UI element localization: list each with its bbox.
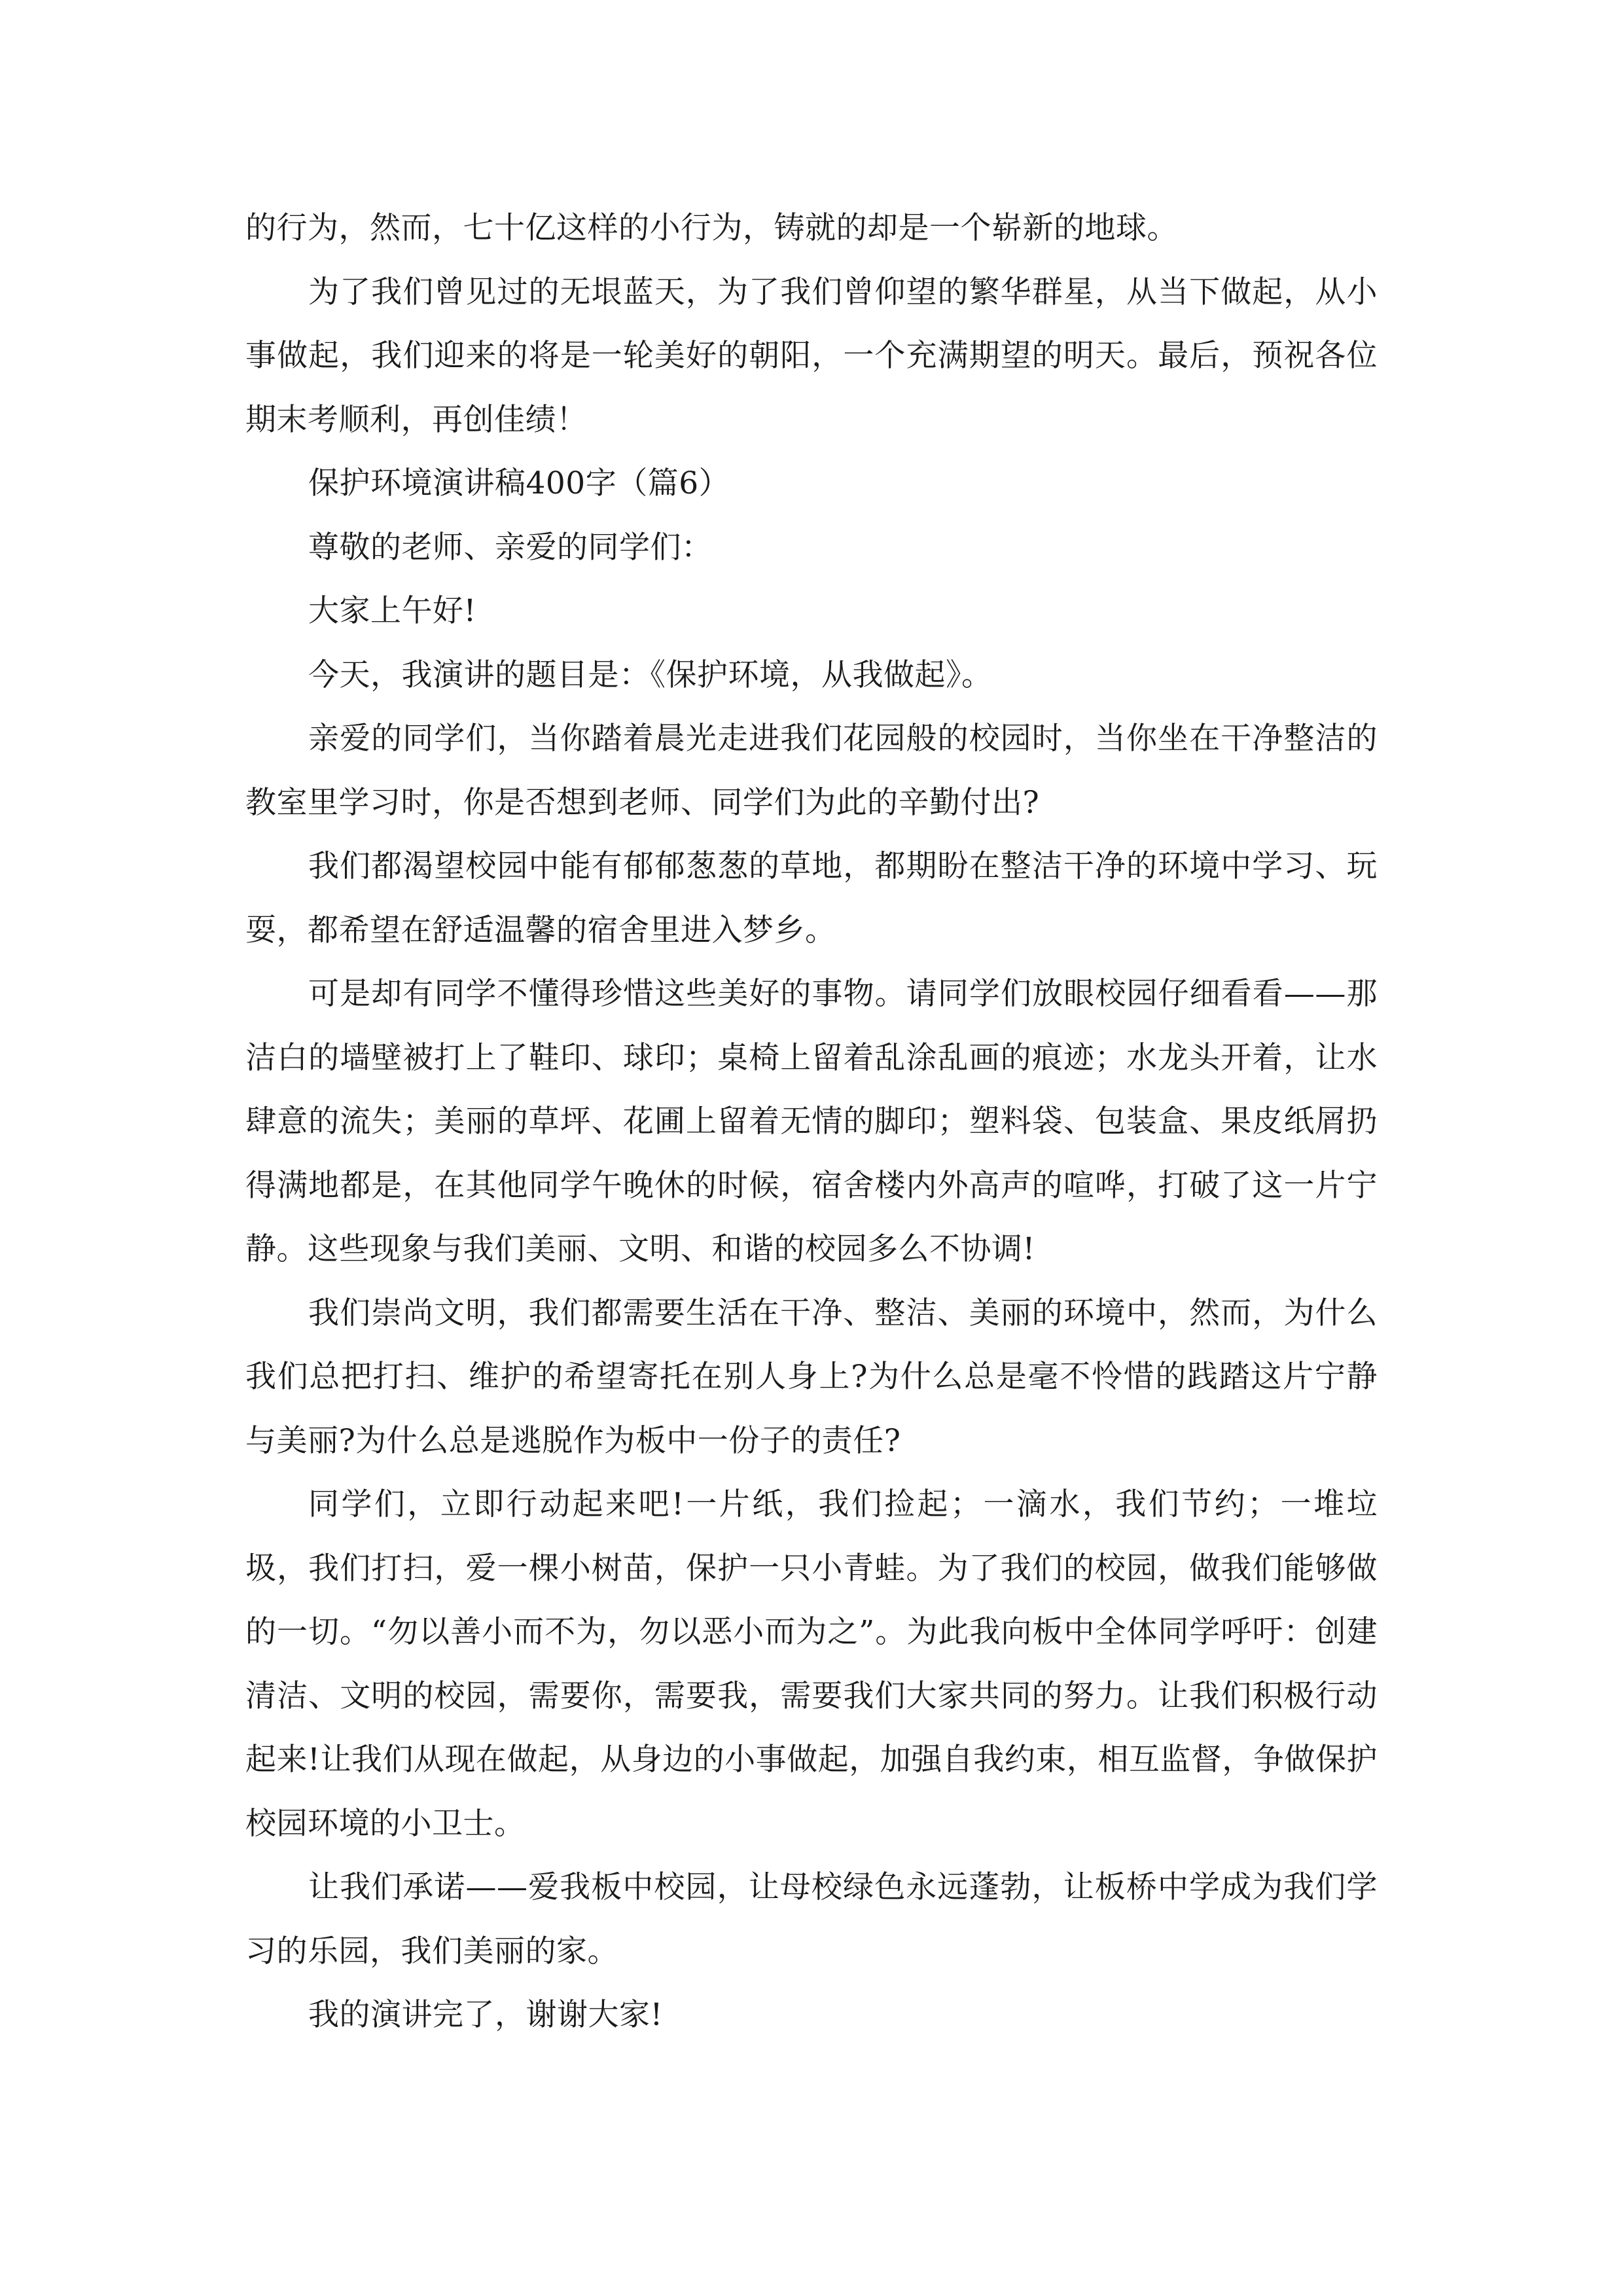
paragraph-closing: 我的演讲完了，谢谢大家!: [308, 1997, 663, 2033]
paragraph-body: 我们崇尚文明，我们都需要生活在干净、整洁、美丽的环境中，然而，为什么我们总把打扫、维护的希望寄托在别人身上?为什么总是毫不怜惜的践踏这片宁静与美丽?为什么总是逃脱作为板中一份子的责任?: [245, 1295, 1378, 1459]
paragraph-continued: 的行为，然而，七十亿这样的小行为，铸就的却是一个崭新的地球。: [245, 210, 1178, 246]
salutation: 尊敬的老师、亲爱的同学们：: [308, 529, 713, 565]
greeting: 大家上午好!: [308, 593, 476, 629]
paragraph-body: 我们都渴望校园中能有郁郁葱葱的草地，都期盼在整洁干净的环境中学习、玩耍，都希望在舒适温馨的宿舍里进入梦乡。: [245, 848, 1378, 948]
paragraph-body: 亲爱的同学们，当你踏着晨光走进我们花园般的校园时，当你坐在干净整洁的教室里学习时，你是否想到老师、同学们为此的辛勤付出?: [245, 721, 1378, 821]
speech-title: 保护环境演讲稿400字（篇6）: [308, 465, 730, 501]
paragraph-body: 可是却有同学不懂得珍惜这些美好的事物。请同学们放眼校园仔细看看——那洁白的墙壁被打上了鞋印、球印；桌椅上留着乱涂乱画的痕迹；水龙头开着，让水肆意的流失；美丽的草坪、花圃上留着无情的脚印；塑料袋、包装盒、果皮纸屑扔得满地都是，在其他同学午晚休的时候，宿舍楼内外高声的喧哗，打破了这一片宁静。这些现象与我们美丽、文明、和谐的校园多么不协调!: [245, 976, 1378, 1267]
paragraph-body: 同学们，立即行动起来吧!一片纸，我们捡起；一滴水，我们节约；一堆垃圾，我们打扫，爱一棵小树苗，保护一只小青蛙。为了我们的校园，做我们能够做的一切。“勿以善小而不为，勿以恶小而为之”。为此我向板中全体同学呼吁：创建清洁、文明的校园，需要你，需要我，需要我们大家共同的努力。让我们积极行动起来!让我们从现在做起，从身边的小事做起，加强自我约束，相互监督，争做保护校园环境的小卫士。: [245, 1486, 1378, 1842]
paragraph-closing-wish: 为了我们曾见过的无垠蓝天，为了我们曾仰望的繁华群星，从当下做起，从小事做起，我们迎来的将是一轮美好的朝阳，一个充满期望的明天。最后，预祝各位期末考顺利，再创佳绩！: [245, 274, 1378, 438]
paragraph-topic: 今天，我演讲的题目是：《保护环境，从我做起》。: [308, 656, 993, 693]
document-page: [245, 196, 1378, 2047]
paragraph-promise: 让我们承诺——爱我板中校园，让母校绿色永远蓬勃，让板桥中学成为我们学习的乐园，我们美丽的家。: [245, 1869, 1378, 1969]
